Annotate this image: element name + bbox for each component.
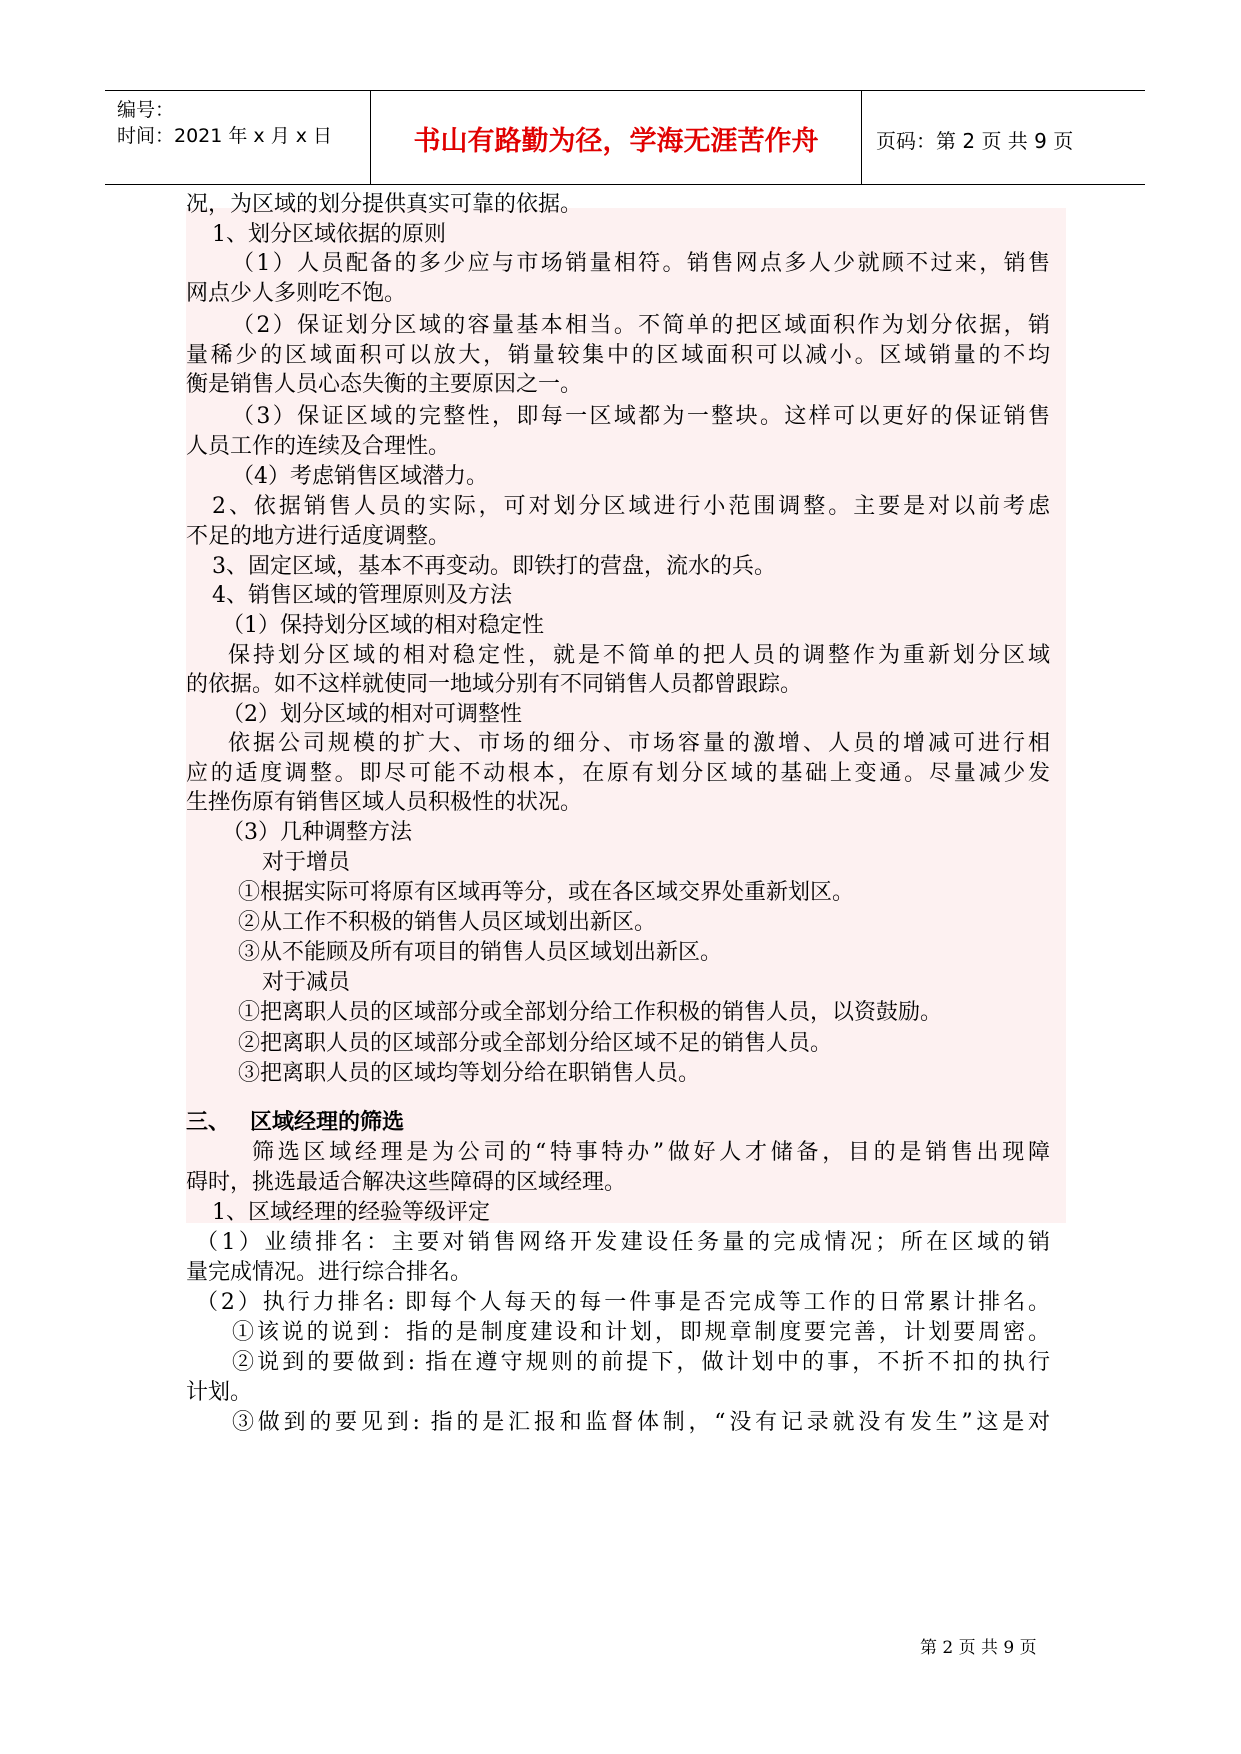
body-line: （2）保证划分区域的容量基本相当。不简单的把区域面积作为划分依据，销 <box>232 313 1050 338</box>
body-line: 1、区域经理的经验等级评定 <box>212 1200 490 1225</box>
body-line: 量完成情况。进行综合排名。 <box>186 1260 473 1285</box>
body-line: 况，为区域的划分提供真实可靠的依据。 <box>186 192 583 217</box>
body-line: 筛选区域经理是为公司的“特事特办”做好人才储备，目的是销售出现障 <box>252 1140 1050 1165</box>
header-left-cell <box>105 91 371 184</box>
body-line: （4）考虑销售区域潜力。 <box>232 464 488 489</box>
header-right-cell <box>862 91 1145 184</box>
body-line: （3）保证区域的完整性，即每一区域都为一整块。这样可以更好的保证销售 <box>232 404 1050 429</box>
body-line: ②说到的要做到: 指在遵守规则的前提下，做计划中的事，不折不扣的执行 <box>232 1350 1050 1375</box>
body-line: 3、固定区域，基本不再变动。即铁打的营盘，流水的兵。 <box>212 554 776 579</box>
body-line: 量稀少的区域面积可以放大，销量较集中的区域面积可以减小。区域销量的不均 <box>186 343 1050 368</box>
body-line: ②把离职人员的区域部分或全部划分给区域不足的销售人员。 <box>238 1031 833 1056</box>
body-line: 不足的地方进行适度调整。 <box>186 524 451 549</box>
body-line: 生挫伤原有销售区域人员积极性的状况。 <box>186 790 583 815</box>
body-line: ③把离职人员的区域均等划分给在职销售人员。 <box>238 1061 701 1086</box>
body-line: ①根据实际可将原有区域再等分，或在各区域交界处重新划区。 <box>238 880 855 905</box>
header-center-cell <box>371 91 862 184</box>
header-page-number: 页码：第 2 页 共 9 页 <box>876 129 1074 153</box>
body-line: 对于增员 <box>262 850 351 875</box>
page-footer: 第 2 页 共 9 页 <box>920 1638 1037 1658</box>
document-number: 编号： <box>117 99 175 121</box>
body-line: ②从工作不积极的销售人员区域划出新区。 <box>238 910 657 935</box>
body-line: 计划。 <box>186 1380 253 1405</box>
body-line: 2、依据销售人员的实际，可对划分区域进行小范围调整。主要是对以前考虑 <box>212 494 1050 519</box>
body-line: ③做到的要见到: 指的是汇报和监督体制，“没有记录就没有发生”这是对 <box>232 1410 1050 1435</box>
body-line: （1）业绩排名：主要对销售网络开发建设任务量的完成情况；所在区域的销 <box>196 1230 1050 1255</box>
body-line: 碍时，挑选最适合解决这些障碍的区域经理。 <box>186 1170 627 1195</box>
body-line: 保持划分区域的相对稳定性，就是不简单的把人员的调整作为重新划分区域 <box>228 643 1050 668</box>
body-line: 1、划分区域依据的原则 <box>212 222 446 247</box>
body-line: 衡是销售人员心态失衡的主要原因之一。 <box>186 372 583 397</box>
section-title: 区域经理的筛选 <box>250 1110 405 1135</box>
page-header <box>105 90 1145 185</box>
header-motto: 书山有路勤为径，学海无涯苦作舟 <box>413 126 819 157</box>
body-line: （1）人员配备的多少应与市场销量相符。销售网点多人少就顾不过来，销售 <box>232 251 1050 276</box>
document-time: 时间：2021 年 x 月 x 日 <box>117 125 333 147</box>
body-line: 4、销售区域的管理原则及方法 <box>212 583 512 608</box>
body-line: ③从不能顾及所有项目的销售人员区域划出新区。 <box>238 940 723 965</box>
body-line: （1）保持划分区域的相对稳定性 <box>222 613 544 638</box>
body-line: 网点少人多则吃不饱。 <box>186 281 407 306</box>
body-line: 的依据。如不这样就使同一地域分别有不同销售人员都曾跟踪。 <box>186 672 803 697</box>
body-line: 人员工作的连续及合理性。 <box>186 434 451 459</box>
body-line: （3）几种调整方法 <box>222 820 412 845</box>
body-line: ①把离职人员的区域部分或全部划分给工作积极的销售人员，以资鼓励。 <box>238 1000 943 1025</box>
body-line: 对于减员 <box>262 970 351 995</box>
section-number: 三、 <box>186 1110 231 1135</box>
body-line: ①该说的说到：指的是制度建设和计划，即规章制度要完善，计划要周密。 <box>232 1320 1050 1345</box>
body-line: 应的适度调整。即尽可能不动根本，在原有划分区域的基础上变通。尽量减少发 <box>186 761 1050 786</box>
body-line: （2）划分区域的相对可调整性 <box>222 702 522 727</box>
body-line: 依据公司规模的扩大、市场的细分、市场容量的激增、人员的增减可进行相 <box>228 731 1050 756</box>
body-line: （2）执行力排名: 即每个人每天的每一件事是否完成等工作的日常累计排名。 <box>196 1290 1050 1315</box>
